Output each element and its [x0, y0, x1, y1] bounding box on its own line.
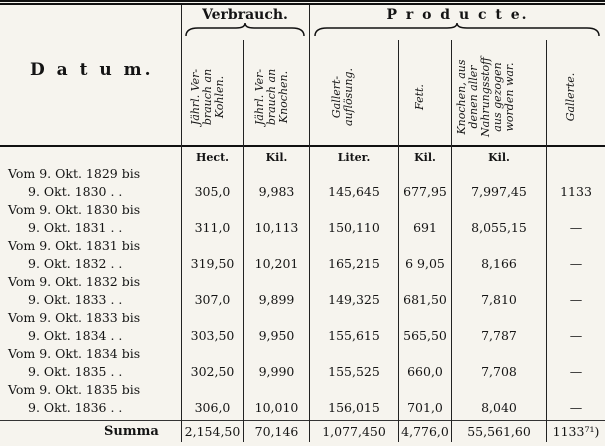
table-cell: 7,997,45 — [471, 184, 527, 199]
header-col-kohlen: Jährl. Ver- brauch an Kohlen. — [189, 68, 226, 126]
unit-kil: Kil. — [488, 151, 510, 164]
row-datum-to: 9. Okt. 1832 . . — [28, 256, 123, 271]
unit-kil: Kil. — [265, 151, 288, 164]
summa-value: 4,776,0 — [401, 424, 449, 439]
table-cell: 155,525 — [328, 364, 380, 379]
header-col-fett: Fett. — [413, 84, 426, 110]
row-datum-to: 9. Okt. 1833 . . — [28, 292, 123, 307]
table-cell: 6 9,05 — [405, 256, 445, 271]
table-cell: 155,615 — [328, 328, 380, 343]
table-cell: 701,0 — [407, 400, 443, 415]
table-cell: 150,110 — [328, 220, 380, 235]
header-col-knochen: Jährl. Ver- brauch an Knochen. — [253, 68, 290, 126]
row-datum-from: Vom 9. Okt. 1833 bis — [8, 310, 141, 325]
header-verbrauch: Verbrauch. — [202, 7, 288, 23]
header-col-gallerte: Gallerte. — [564, 72, 577, 122]
unit-kil: Kil. — [414, 151, 436, 164]
table-cell: 565,50 — [403, 328, 447, 343]
table-cell: 677,95 — [403, 184, 447, 199]
header-col-gallertaufloesung: Gallert- auflösung. — [330, 68, 355, 126]
table-cell: 9,899 — [258, 292, 295, 307]
table-cell: 691 — [413, 220, 437, 235]
header-producte: P r o d u c t e. — [386, 7, 529, 23]
table-cell: — — [569, 400, 583, 415]
table-cell: 156,015 — [328, 400, 380, 415]
summa-label: Summa — [104, 424, 159, 439]
verbrauch-brace — [184, 22, 306, 38]
summa-value: 1,077,450 — [322, 424, 386, 439]
table-cell: — — [569, 220, 583, 235]
col-line — [243, 40, 244, 442]
table-cell: — — [569, 256, 583, 271]
top-rule — [0, 0, 605, 2]
table-cell: 306,0 — [194, 400, 231, 415]
table-cell: 660,0 — [407, 364, 443, 379]
table-cell: 1133 — [560, 184, 592, 199]
table-cell: 9,990 — [258, 364, 295, 379]
col-line — [398, 40, 399, 442]
row-datum-from: Vom 9. Okt. 1829 bis — [8, 166, 141, 181]
table-cell: 149,325 — [328, 292, 380, 307]
table-cell: — — [569, 364, 583, 379]
top-rule-inner — [0, 3, 605, 5]
summa-rule — [0, 420, 605, 421]
col-line — [451, 40, 452, 442]
row-datum-from: Vom 9. Okt. 1832 bis — [8, 274, 141, 289]
summa-value: 70,146 — [254, 424, 299, 439]
producte-brace — [313, 22, 601, 38]
row-datum-to: 9. Okt. 1835 . . — [28, 364, 123, 379]
row-datum-to: 9. Okt. 1834 . . — [28, 328, 123, 343]
row-datum-to: 9. Okt. 1831 . . — [28, 220, 123, 235]
table-cell: 9,950 — [258, 328, 295, 343]
table-cell: 145,645 — [328, 184, 380, 199]
table-cell: 7,810 — [481, 292, 517, 307]
table-cell: 307,0 — [194, 292, 231, 307]
table-cell: 681,50 — [403, 292, 447, 307]
table-cell: 10,113 — [254, 220, 299, 235]
header-datum: D a t u m. — [30, 60, 154, 80]
table-cell: — — [569, 328, 583, 343]
table-cell: 10,010 — [254, 400, 299, 415]
table-cell: 311,0 — [194, 220, 231, 235]
table-cell: 305,0 — [194, 184, 231, 199]
row-datum-to: 9. Okt. 1830 . . — [28, 184, 123, 199]
table-cell: 10,201 — [254, 256, 299, 271]
summa-value: 2,154,50 — [184, 424, 241, 439]
table-cell: — — [569, 292, 583, 307]
table-cell: 9,983 — [258, 184, 295, 199]
row-datum-from: Vom 9. Okt. 1835 bis — [8, 382, 141, 397]
table-cell: 7,708 — [481, 364, 517, 379]
table-cell: 8,055,15 — [471, 220, 527, 235]
table-cell: 8,166 — [481, 256, 517, 271]
unit-hect: Hect. — [196, 151, 229, 164]
unit-liter: Liter. — [337, 151, 371, 164]
row-datum-from: Vom 9. Okt. 1831 bis — [8, 238, 141, 253]
table-cell: 8,040 — [481, 400, 517, 415]
summa-value: 1133⁷¹) — [552, 424, 600, 439]
row-datum-from: Vom 9. Okt. 1830 bis — [8, 202, 141, 217]
table-cell: 7,787 — [481, 328, 517, 343]
table-cell: 303,50 — [190, 328, 235, 343]
table-cell: 302,50 — [190, 364, 235, 379]
table-cell: 165,215 — [328, 256, 380, 271]
table-cell: 319,50 — [190, 256, 235, 271]
summa-value: 55,561,60 — [467, 424, 531, 439]
row-datum-to: 9. Okt. 1836 . . — [28, 400, 123, 415]
row-datum-from: Vom 9. Okt. 1834 bis — [8, 346, 141, 361]
header-col-knochen-ausgezogen: Knochen, aus denen aller Nahrungsstoff aus gezogen worden war. — [455, 57, 516, 137]
col-line — [546, 40, 547, 442]
